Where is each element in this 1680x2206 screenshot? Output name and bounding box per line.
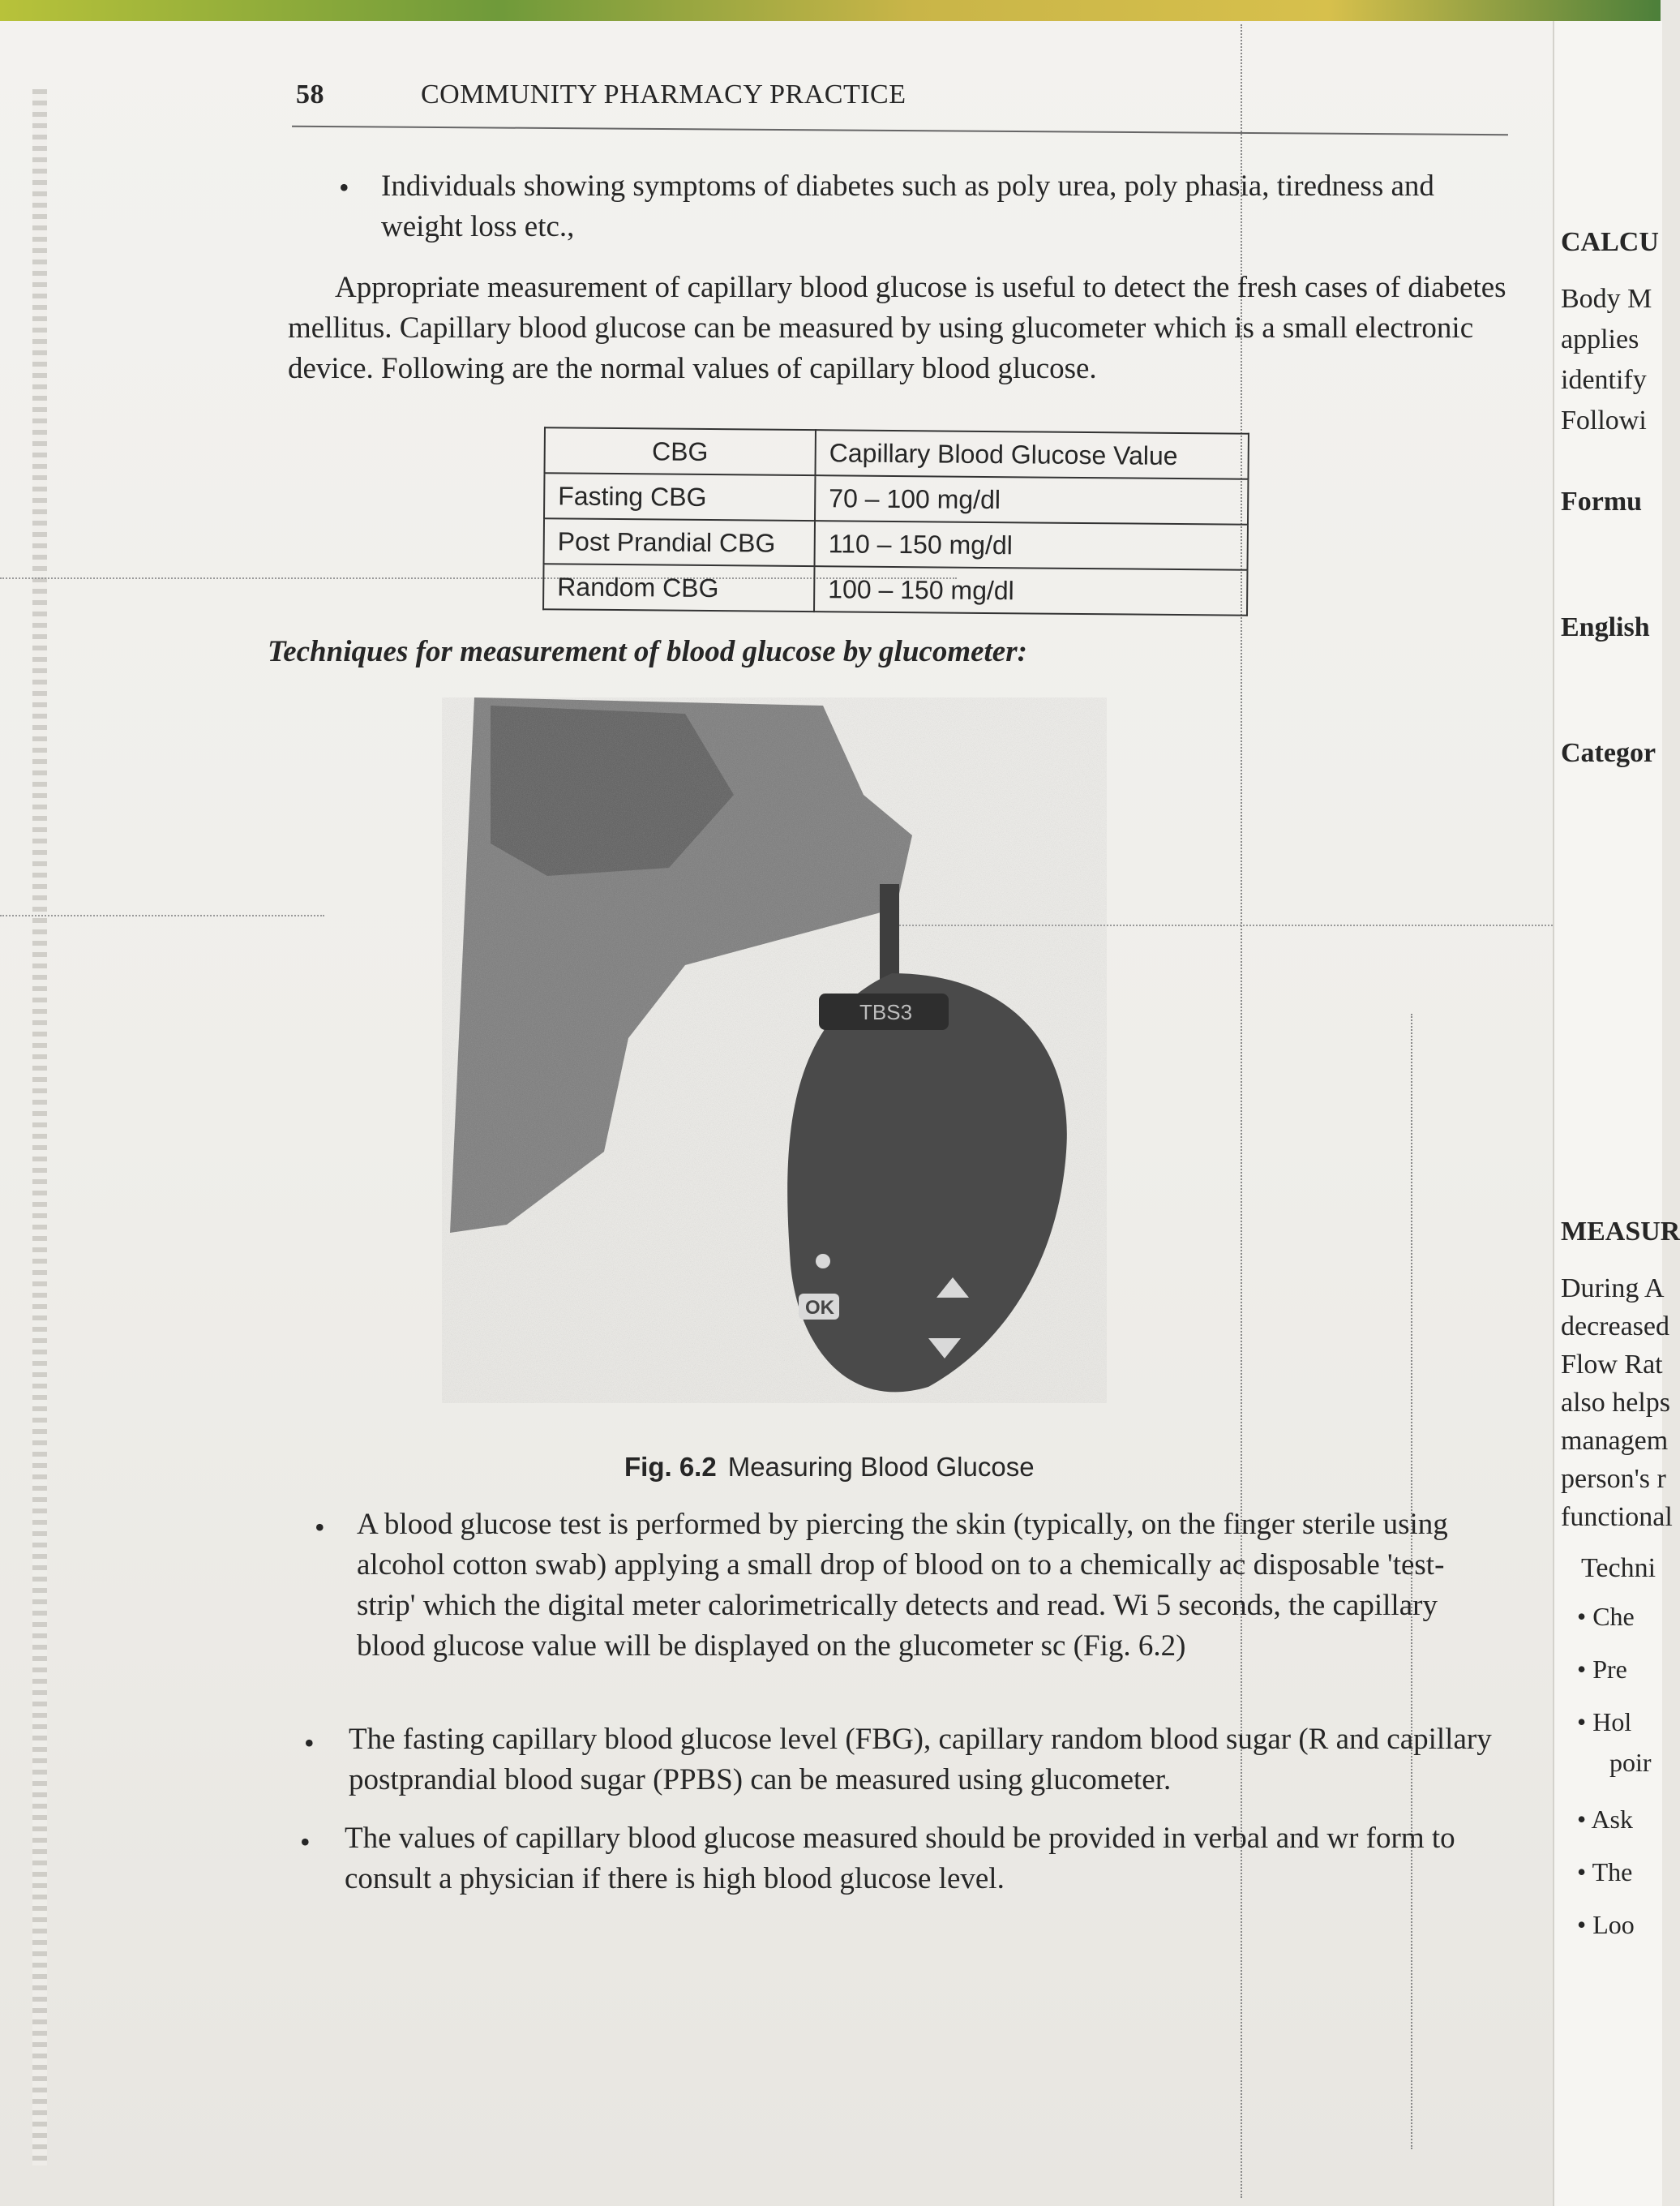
page-number: 58 bbox=[296, 79, 324, 109]
book-title: COMMUNITY PHARMACY PRACTICE bbox=[421, 79, 906, 109]
side-bullet: • Hol bbox=[1577, 1707, 1632, 1736]
row-label: Random CBG bbox=[543, 564, 814, 612]
side-bullet: • Loo bbox=[1577, 1910, 1635, 1939]
figure-label: Fig. 6.2 bbox=[624, 1452, 717, 1482]
side-line: identify bbox=[1561, 365, 1647, 395]
bullet-dot: • bbox=[315, 1511, 325, 1543]
side-bullet: • Che bbox=[1577, 1602, 1635, 1631]
side-line: Body M bbox=[1561, 284, 1652, 314]
screen-text: TBS3 bbox=[859, 1000, 913, 1024]
row-value: 100 – 150 mg/dl bbox=[814, 566, 1247, 616]
glucometer-photo bbox=[442, 697, 1107, 1403]
bullet-item-symptoms: Individuals showing symptoms of diabetes such as poly urea, poly phasia, tiredness and weight loss etc., bbox=[381, 170, 1434, 243]
side-line: functional bbox=[1561, 1502, 1673, 1532]
side-line: Followi bbox=[1561, 406, 1647, 436]
test-strip bbox=[880, 884, 899, 981]
side-bullet-text: Pre bbox=[1592, 1654, 1627, 1684]
cbg-values-table bbox=[542, 427, 1249, 616]
bullet-dot: • bbox=[300, 1826, 311, 1858]
row-value: 110 – 150 mg/dl bbox=[815, 521, 1248, 570]
side-line: also helps bbox=[1561, 1388, 1671, 1418]
side-heading-measure: MEASUR bbox=[1561, 1217, 1680, 1247]
button-dot bbox=[816, 1254, 830, 1268]
bullet-item-report: The values of capillary blood glucose measured should be provided in verbal and wr form to consult a physician if there is high blood glucose level. bbox=[345, 1822, 1455, 1895]
table-header-row bbox=[545, 427, 1249, 479]
figure-caption bbox=[624, 1452, 1035, 1483]
bullet-item-test: A blood glucose test is performed by piercing the skin (typically, on the finger sterile using alcohol cotton swab) applying a small drop of blood on to a chemically ac disposable 'test-strip' which the digital meter calorimetrically detects and read. Wi 5 seconds, the capillary blood glucose value will be displayed on the glucometer sc (Fig. 6.2) bbox=[357, 1508, 1448, 1663]
page-binding-edge bbox=[32, 89, 47, 2165]
row-value: 70 – 100 mg/dl bbox=[815, 475, 1248, 525]
column-header-value: Capillary Blood Glucose Value bbox=[815, 430, 1248, 479]
side-category: Categor bbox=[1561, 738, 1656, 768]
figure-caption-text: Measuring Blood Glucose bbox=[727, 1452, 1035, 1482]
side-bullet: • Ask bbox=[1577, 1805, 1633, 1834]
side-heading-calc: CALCU bbox=[1561, 227, 1659, 257]
bullet-dot: • bbox=[304, 1727, 315, 1759]
bullet-item-levels: The fasting capillary blood glucose level (FBG), capillary random blood sugar (R and capillary postprandial blood sugar (PPBS) can be measured using glucometer. bbox=[349, 1723, 1492, 1796]
side-bullet: • Pre bbox=[1577, 1654, 1627, 1684]
side-bullet-text: The bbox=[1592, 1857, 1633, 1886]
side-line: During A bbox=[1561, 1273, 1665, 1303]
table-row bbox=[543, 564, 1247, 616]
bullet-dot: • bbox=[339, 171, 349, 204]
side-bullet-text: Ask bbox=[1591, 1805, 1633, 1834]
side-bullet: • The bbox=[1577, 1857, 1633, 1886]
side-line: applies bbox=[1561, 324, 1639, 354]
table-row bbox=[544, 518, 1248, 570]
row-label: Fasting CBG bbox=[544, 473, 815, 521]
table-row bbox=[544, 473, 1248, 525]
side-line: managem bbox=[1561, 1426, 1669, 1456]
side-line: Flow Rat bbox=[1561, 1350, 1663, 1380]
side-bullet-text: Che bbox=[1592, 1602, 1635, 1631]
side-bullet-text: Loo bbox=[1592, 1910, 1635, 1939]
side-line: person's r bbox=[1561, 1464, 1666, 1494]
ok-label: OK bbox=[805, 1297, 834, 1319]
side-line: poir bbox=[1609, 1748, 1652, 1777]
show-through-line bbox=[0, 915, 324, 916]
side-english: English bbox=[1561, 612, 1650, 642]
running-header bbox=[296, 79, 906, 110]
intro-paragraph: Appropriate measurement of capillary blood glucose is useful to detect the fresh cases of diabetes mellitus. Capillary blood glucose can be measured by using glucometer which is a small electronic device. Following are the normal values of capillary blood glucose. bbox=[288, 271, 1506, 385]
side-line: decreased bbox=[1561, 1311, 1670, 1341]
side-formula: Formu bbox=[1561, 487, 1643, 517]
side-techni: Techni bbox=[1581, 1553, 1656, 1583]
row-label: Post Prandial CBG bbox=[544, 518, 815, 566]
side-bullet-text: Hol bbox=[1592, 1707, 1632, 1736]
column-header-cbg: CBG bbox=[545, 427, 816, 475]
technique-heading: Techniques for measurement of blood glucose by glucometer: bbox=[268, 635, 1027, 668]
